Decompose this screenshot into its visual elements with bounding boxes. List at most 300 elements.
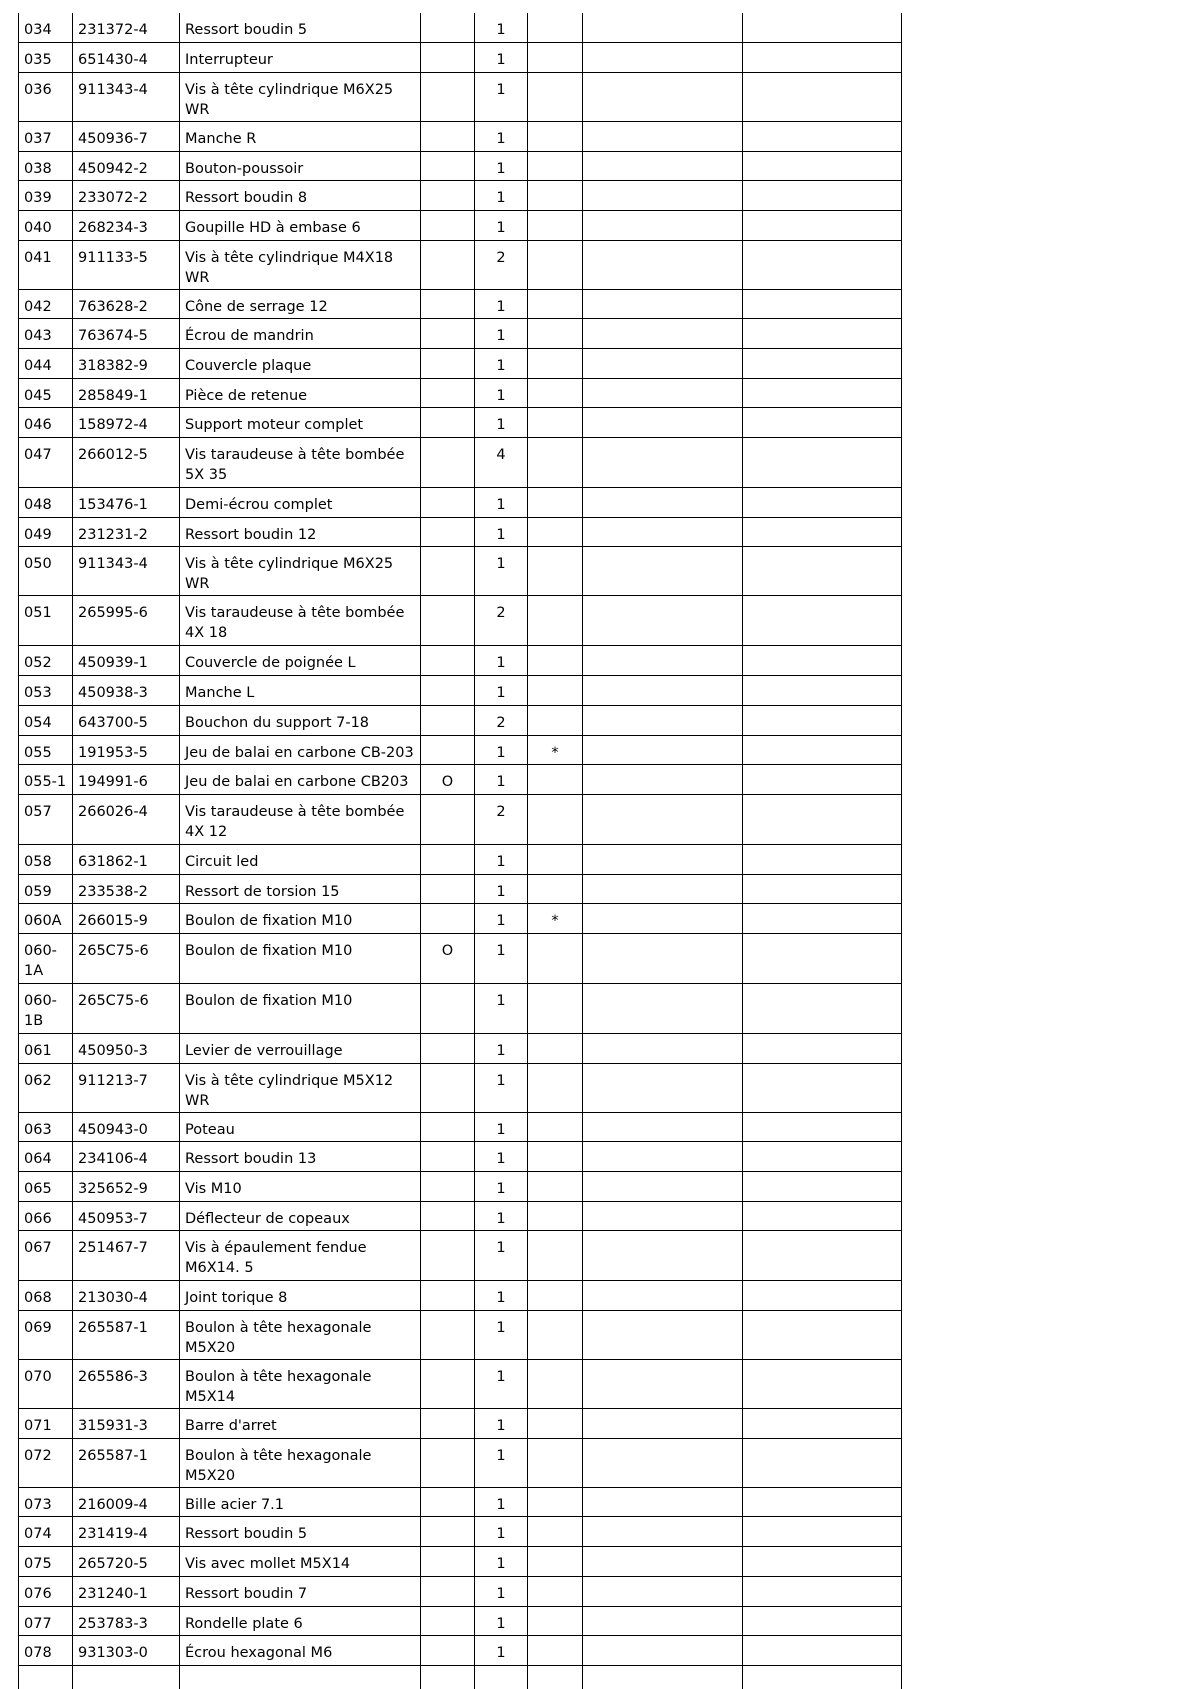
table-row — [19, 646, 902, 676]
table-row — [19, 43, 902, 73]
description-cell: Pièce de retenue — [180, 378, 421, 408]
quantity-cell: 1 — [475, 874, 528, 904]
quantity-cell: 1 — [475, 933, 528, 983]
item-number-cell: 040 — [19, 210, 73, 240]
part-number-cell: 216009-4 — [73, 1487, 180, 1517]
option-cell — [421, 408, 475, 438]
part-number-cell: 191953-5 — [73, 735, 180, 765]
table-row — [19, 705, 902, 735]
extra-cell-1 — [583, 1636, 743, 1666]
table-row — [19, 181, 902, 211]
description-cell: Circuit led — [180, 844, 421, 874]
table-row — [19, 1409, 902, 1439]
item-number-cell: 044 — [19, 349, 73, 379]
description-cell: Interrupteur — [180, 43, 421, 73]
extra-cell-1 — [583, 43, 743, 73]
description-cell: Ressort boudin 12 — [180, 517, 421, 547]
option-cell: O — [421, 765, 475, 795]
note-cell — [528, 1063, 583, 1112]
part-number-cell: 318382-9 — [73, 349, 180, 379]
note-cell — [528, 438, 583, 488]
extra-cell-2 — [743, 121, 902, 151]
part-number-cell: 450950-3 — [73, 1033, 180, 1063]
note-cell — [528, 1281, 583, 1311]
extra-cell-2 — [743, 1063, 902, 1112]
quantity-cell: 2 — [475, 794, 528, 844]
extra-cell-1 — [583, 933, 743, 983]
extra-cell-2 — [743, 1281, 902, 1311]
quantity-cell: 2 — [475, 240, 528, 289]
item-number-cell: 072 — [19, 1438, 73, 1487]
extra-cell-1 — [583, 210, 743, 240]
option-cell — [421, 547, 475, 596]
note-cell — [528, 596, 583, 646]
quantity-cell: 1 — [475, 408, 528, 438]
note-cell — [528, 210, 583, 240]
extra-cell-1 — [583, 319, 743, 349]
option-cell — [421, 1063, 475, 1112]
item-number-cell: 064 — [19, 1142, 73, 1172]
table-row — [19, 874, 902, 904]
extra-cell-1 — [583, 1360, 743, 1409]
item-number-cell: 052 — [19, 646, 73, 676]
option-cell — [421, 1112, 475, 1142]
option-cell — [421, 1311, 475, 1360]
extra-cell-2 — [743, 676, 902, 706]
description-cell: Ressort boudin 8 — [180, 181, 421, 211]
extra-cell-2 — [743, 1547, 902, 1577]
note-cell — [528, 844, 583, 874]
table-row — [19, 933, 902, 983]
option-cell — [421, 646, 475, 676]
part-number-cell: 643700-5 — [73, 705, 180, 735]
part-number-cell: 268234-3 — [73, 210, 180, 240]
item-number-cell: 053 — [19, 676, 73, 706]
option-cell — [421, 1409, 475, 1439]
note-cell — [528, 1112, 583, 1142]
quantity-cell: 1 — [475, 1063, 528, 1112]
description-cell: Couvercle de poignée L — [180, 646, 421, 676]
description-cell: Support moteur complet — [180, 408, 421, 438]
part-number-cell: 233538-2 — [73, 874, 180, 904]
item-number-cell: 036 — [19, 72, 73, 121]
quantity-cell: 1 — [475, 378, 528, 408]
quantity-cell: 1 — [475, 151, 528, 181]
description-cell: Vis taraudeuse à tête bombée 5X 35 — [180, 438, 421, 488]
item-number-cell: 047 — [19, 438, 73, 488]
item-number-cell: 045 — [19, 378, 73, 408]
part-number-cell: 450943-0 — [73, 1112, 180, 1142]
option-cell — [421, 1576, 475, 1606]
note-cell — [528, 765, 583, 795]
extra-cell-1 — [583, 1281, 743, 1311]
option-cell — [421, 319, 475, 349]
option-cell — [421, 1142, 475, 1172]
note-cell — [528, 874, 583, 904]
table-row — [19, 1547, 902, 1577]
option-cell — [421, 1487, 475, 1517]
extra-cell-2 — [743, 646, 902, 676]
quantity-cell: 1 — [475, 1409, 528, 1439]
table-row — [19, 1606, 902, 1636]
description-cell: Barre d'arret — [180, 1409, 421, 1439]
quantity-cell: 1 — [475, 676, 528, 706]
part-number-cell: 266012-5 — [73, 438, 180, 488]
parts-table-body — [19, 13, 902, 1689]
quantity-cell: 1 — [475, 1142, 528, 1172]
quantity-cell: 1 — [475, 1360, 528, 1409]
extra-cell-2 — [743, 517, 902, 547]
table-row — [19, 1281, 902, 1311]
quantity-cell: 1 — [475, 1576, 528, 1606]
item-number-cell: 050 — [19, 547, 73, 596]
empty-cell — [583, 1665, 743, 1689]
option-cell — [421, 1606, 475, 1636]
part-number-cell: 325652-9 — [73, 1172, 180, 1202]
option-cell — [421, 705, 475, 735]
extra-cell-2 — [743, 874, 902, 904]
extra-cell-2 — [743, 765, 902, 795]
option-cell — [421, 1172, 475, 1202]
note-cell — [528, 121, 583, 151]
empty-cell — [19, 1665, 73, 1689]
part-number-cell: 315931-3 — [73, 1409, 180, 1439]
extra-cell-2 — [743, 1636, 902, 1666]
extra-cell-1 — [583, 1033, 743, 1063]
table-row — [19, 378, 902, 408]
option-cell — [421, 349, 475, 379]
option-cell — [421, 151, 475, 181]
part-number-cell: 285849-1 — [73, 378, 180, 408]
item-number-cell: 063 — [19, 1112, 73, 1142]
extra-cell-2 — [743, 72, 902, 121]
quantity-cell: 1 — [475, 1487, 528, 1517]
part-number-cell: 213030-4 — [73, 1281, 180, 1311]
part-number-cell: 450953-7 — [73, 1201, 180, 1231]
item-number-cell: 065 — [19, 1172, 73, 1202]
extra-cell-2 — [743, 1517, 902, 1547]
extra-cell-1 — [583, 1063, 743, 1112]
description-cell: Manche R — [180, 121, 421, 151]
description-cell: Vis à tête cylindrique M6X25 WR — [180, 72, 421, 121]
part-number-cell: 251467-7 — [73, 1231, 180, 1281]
note-cell — [528, 408, 583, 438]
extra-cell-1 — [583, 1231, 743, 1281]
option-cell — [421, 596, 475, 646]
extra-cell-2 — [743, 735, 902, 765]
option-cell — [421, 1517, 475, 1547]
description-cell: Ressort boudin 13 — [180, 1142, 421, 1172]
note-cell — [528, 1231, 583, 1281]
extra-cell-1 — [583, 794, 743, 844]
quantity-cell: 1 — [475, 1517, 528, 1547]
table-row — [19, 488, 902, 518]
extra-cell-2 — [743, 181, 902, 211]
item-number-cell: 055-1 — [19, 765, 73, 795]
table-row — [19, 547, 902, 596]
extra-cell-1 — [583, 181, 743, 211]
description-cell: Poteau — [180, 1112, 421, 1142]
note-cell — [528, 72, 583, 121]
quantity-cell: 1 — [475, 844, 528, 874]
quantity-cell: 1 — [475, 983, 528, 1033]
extra-cell-2 — [743, 1172, 902, 1202]
extra-cell-1 — [583, 349, 743, 379]
extra-cell-1 — [583, 289, 743, 319]
description-cell: Boulon à tête hexagonale M5X20 — [180, 1311, 421, 1360]
part-number-cell: 931303-0 — [73, 1636, 180, 1666]
quantity-cell: 1 — [475, 646, 528, 676]
note-cell — [528, 1033, 583, 1063]
description-cell: Ressort boudin 5 — [180, 1517, 421, 1547]
description-cell: Boulon de fixation M10 — [180, 983, 421, 1033]
extra-cell-2 — [743, 289, 902, 319]
table-row — [19, 1112, 902, 1142]
quantity-cell: 1 — [475, 43, 528, 73]
quantity-cell: 1 — [475, 1231, 528, 1281]
extra-cell-2 — [743, 983, 902, 1033]
option-cell — [421, 1360, 475, 1409]
empty-cell — [180, 1665, 421, 1689]
extra-cell-1 — [583, 151, 743, 181]
extra-cell-1 — [583, 1438, 743, 1487]
item-number-cell: 057 — [19, 794, 73, 844]
quantity-cell: 1 — [475, 1311, 528, 1360]
note-cell — [528, 181, 583, 211]
quantity-cell: 2 — [475, 705, 528, 735]
quantity-cell: 1 — [475, 517, 528, 547]
quantity-cell: 1 — [475, 289, 528, 319]
extra-cell-2 — [743, 13, 902, 43]
extra-cell-2 — [743, 596, 902, 646]
extra-cell-1 — [583, 517, 743, 547]
note-cell — [528, 13, 583, 43]
table-row — [19, 794, 902, 844]
table-row — [19, 240, 902, 289]
description-cell: Boulon de fixation M10 — [180, 933, 421, 983]
extra-cell-1 — [583, 596, 743, 646]
option-cell — [421, 794, 475, 844]
extra-cell-1 — [583, 1487, 743, 1517]
option-cell — [421, 438, 475, 488]
description-cell: Vis M10 — [180, 1172, 421, 1202]
note-cell — [528, 151, 583, 181]
description-cell: Vis taraudeuse à tête bombée 4X 12 — [180, 794, 421, 844]
table-row — [19, 904, 902, 934]
part-number-cell: 234106-4 — [73, 1142, 180, 1172]
extra-cell-2 — [743, 1201, 902, 1231]
quantity-cell: 1 — [475, 488, 528, 518]
option-cell — [421, 1636, 475, 1666]
option-cell — [421, 289, 475, 319]
table-row — [19, 844, 902, 874]
item-number-cell: 060-1A — [19, 933, 73, 983]
table-row — [19, 1201, 902, 1231]
extra-cell-1 — [583, 983, 743, 1033]
extra-cell-2 — [743, 904, 902, 934]
extra-cell-1 — [583, 240, 743, 289]
part-number-cell: 265C75-6 — [73, 933, 180, 983]
item-number-cell: 078 — [19, 1636, 73, 1666]
description-cell: Boulon à tête hexagonale M5X20 — [180, 1438, 421, 1487]
item-number-cell: 067 — [19, 1231, 73, 1281]
note-cell — [528, 794, 583, 844]
extra-cell-2 — [743, 1576, 902, 1606]
extra-cell-2 — [743, 1606, 902, 1636]
table-row — [19, 121, 902, 151]
quantity-cell: 1 — [475, 1606, 528, 1636]
empty-cell — [421, 1665, 475, 1689]
item-number-cell: 058 — [19, 844, 73, 874]
extra-cell-1 — [583, 874, 743, 904]
extra-cell-1 — [583, 705, 743, 735]
extra-cell-2 — [743, 1311, 902, 1360]
extra-cell-1 — [583, 1201, 743, 1231]
note-cell — [528, 1517, 583, 1547]
note-cell — [528, 289, 583, 319]
note-cell: * — [528, 735, 583, 765]
part-number-cell: 911133-5 — [73, 240, 180, 289]
part-number-cell: 763674-5 — [73, 319, 180, 349]
quantity-cell: 1 — [475, 547, 528, 596]
option-cell — [421, 904, 475, 934]
extra-cell-1 — [583, 121, 743, 151]
item-number-cell: 074 — [19, 1517, 73, 1547]
item-number-cell: 054 — [19, 705, 73, 735]
item-number-cell: 034 — [19, 13, 73, 43]
table-row — [19, 1311, 902, 1360]
quantity-cell: 1 — [475, 1112, 528, 1142]
table-row — [19, 1438, 902, 1487]
note-cell — [528, 1636, 583, 1666]
option-cell — [421, 488, 475, 518]
extra-cell-2 — [743, 210, 902, 240]
quantity-cell: 1 — [475, 13, 528, 43]
item-number-cell: 051 — [19, 596, 73, 646]
table-row — [19, 735, 902, 765]
note-cell — [528, 1606, 583, 1636]
note-cell — [528, 1201, 583, 1231]
part-number-cell: 651430-4 — [73, 43, 180, 73]
extra-cell-2 — [743, 43, 902, 73]
part-number-cell: 911343-4 — [73, 547, 180, 596]
quantity-cell: 1 — [475, 1033, 528, 1063]
description-cell: Bille acier 7.1 — [180, 1487, 421, 1517]
option-cell — [421, 210, 475, 240]
part-number-cell: 266026-4 — [73, 794, 180, 844]
extra-cell-1 — [583, 378, 743, 408]
extra-cell-2 — [743, 378, 902, 408]
item-number-cell: 049 — [19, 517, 73, 547]
item-number-cell: 042 — [19, 289, 73, 319]
item-number-cell: 035 — [19, 43, 73, 73]
extra-cell-2 — [743, 1438, 902, 1487]
description-cell: Écrou hexagonal M6 — [180, 1636, 421, 1666]
option-cell — [421, 1281, 475, 1311]
table-row — [19, 1142, 902, 1172]
extra-cell-1 — [583, 676, 743, 706]
note-cell — [528, 349, 583, 379]
note-cell — [528, 1172, 583, 1202]
table-row — [19, 1063, 902, 1112]
extra-cell-2 — [743, 933, 902, 983]
extra-cell-1 — [583, 72, 743, 121]
description-cell: Ressort boudin 5 — [180, 13, 421, 43]
description-cell: Vis à épaulement fendue M6X14. 5 — [180, 1231, 421, 1281]
quantity-cell: 1 — [475, 1547, 528, 1577]
extra-cell-1 — [583, 547, 743, 596]
quantity-cell: 1 — [475, 765, 528, 795]
option-cell: O — [421, 933, 475, 983]
option-cell — [421, 181, 475, 211]
item-number-cell: 046 — [19, 408, 73, 438]
option-cell — [421, 874, 475, 904]
item-number-cell: 068 — [19, 1281, 73, 1311]
extra-cell-1 — [583, 438, 743, 488]
part-number-cell: 253783-3 — [73, 1606, 180, 1636]
item-number-cell: 055 — [19, 735, 73, 765]
part-number-cell: 450938-3 — [73, 676, 180, 706]
table-row — [19, 676, 902, 706]
item-number-cell: 060-1B — [19, 983, 73, 1033]
table-row — [19, 1360, 902, 1409]
description-cell: Bouchon du support 7-18 — [180, 705, 421, 735]
extra-cell-1 — [583, 1547, 743, 1577]
description-cell: Vis taraudeuse à tête bombée 4X 18 — [180, 596, 421, 646]
option-cell — [421, 676, 475, 706]
option-cell — [421, 1201, 475, 1231]
part-number-cell: 911343-4 — [73, 72, 180, 121]
table-row — [19, 13, 902, 43]
note-cell: * — [528, 904, 583, 934]
item-number-cell: 060A — [19, 904, 73, 934]
description-cell: Boulon de fixation M10 — [180, 904, 421, 934]
option-cell — [421, 735, 475, 765]
table-row — [19, 72, 902, 121]
extra-cell-2 — [743, 1112, 902, 1142]
table-row — [19, 1172, 902, 1202]
quantity-cell: 1 — [475, 181, 528, 211]
extra-cell-1 — [583, 1409, 743, 1439]
extra-cell-1 — [583, 1606, 743, 1636]
item-number-cell: 062 — [19, 1063, 73, 1112]
table-row — [19, 1576, 902, 1606]
extra-cell-2 — [743, 844, 902, 874]
part-number-cell: 231372-4 — [73, 13, 180, 43]
table-row — [19, 1231, 902, 1281]
description-cell: Bouton-poussoir — [180, 151, 421, 181]
part-number-cell: 631862-1 — [73, 844, 180, 874]
description-cell: Vis avec mollet M5X14 — [180, 1547, 421, 1577]
quantity-cell: 1 — [475, 1636, 528, 1666]
table-row — [19, 319, 902, 349]
note-cell — [528, 240, 583, 289]
table-row — [19, 151, 902, 181]
extra-cell-2 — [743, 1487, 902, 1517]
note-cell — [528, 517, 583, 547]
extra-cell-1 — [583, 735, 743, 765]
extra-cell-2 — [743, 547, 902, 596]
part-number-cell: 265586-3 — [73, 1360, 180, 1409]
description-cell: Vis à tête cylindrique M6X25 WR — [180, 547, 421, 596]
note-cell — [528, 378, 583, 408]
extra-cell-2 — [743, 705, 902, 735]
extra-cell-1 — [583, 904, 743, 934]
option-cell — [421, 1547, 475, 1577]
note-cell — [528, 983, 583, 1033]
part-number-cell: 233072-2 — [73, 181, 180, 211]
option-cell — [421, 983, 475, 1033]
